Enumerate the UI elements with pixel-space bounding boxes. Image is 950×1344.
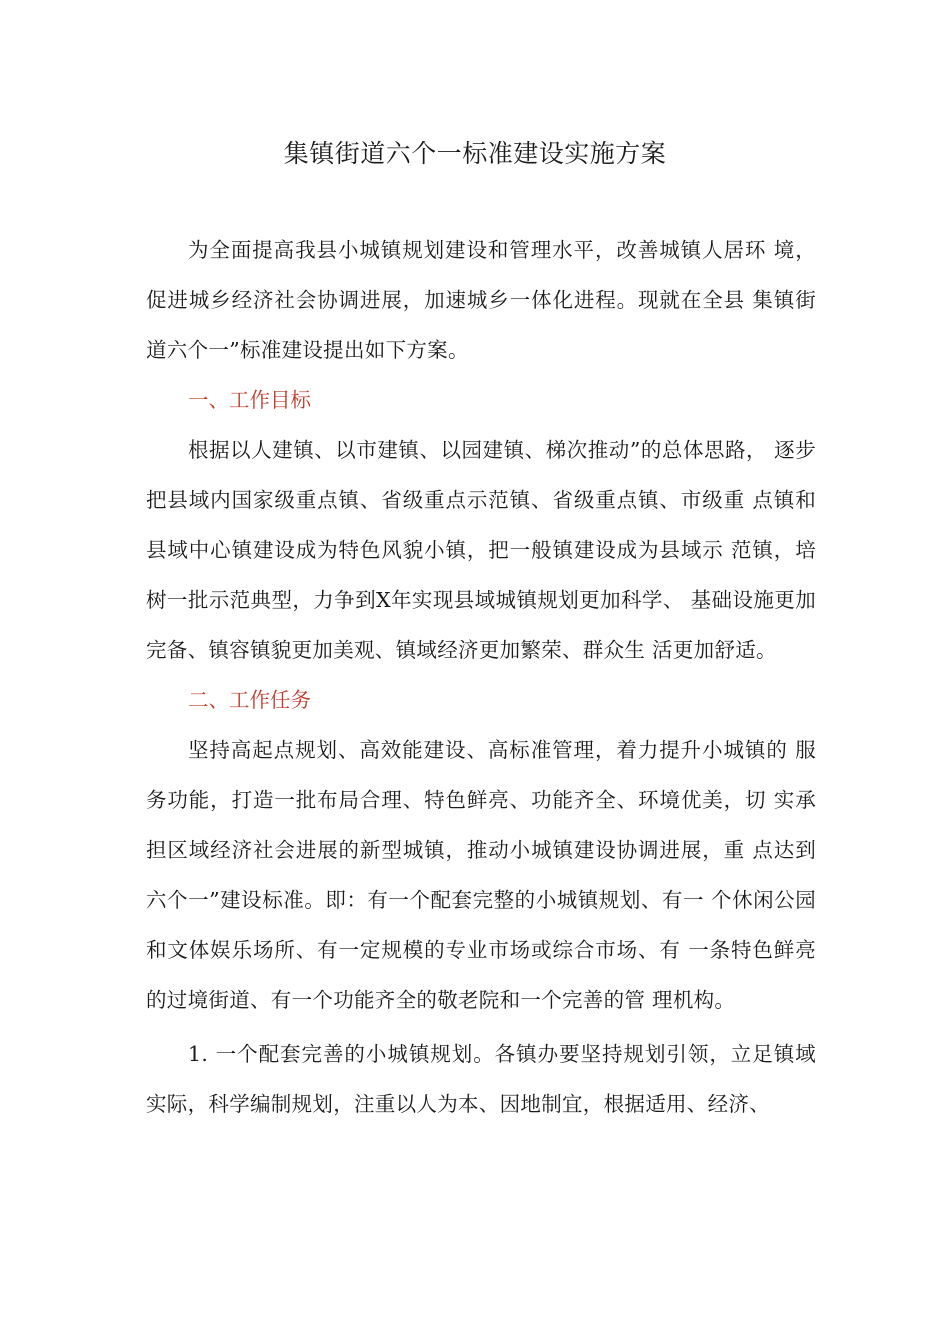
tasks-paragraph: 坚持高起点规划、高效能建设、高标准管理，着力提升小城镇的 服务功能，打造一批布局合理、特色鲜亮、功能齐全、环境优美，切 实承担区域经济社会进展的新型城镇，推动小城镇建设协调进展，重 点达到六个一”建设标准。即：有一个配套完整的小城镇规划、有一 个休闲公园和文体娱乐场所、有一定规模的专业市场或综合市场、有 一条特色鲜亮的过境街道、有一个功能齐全的敬老院和一个完善的管 理机构。 [146, 738, 816, 1012]
section-heading-tasks: 二、工作任务 [188, 688, 311, 712]
goals-paragraph: 根据以人建镇、以市建镇、以园建镇、梯次推动”的总体思路， 逐步把县域内国家级重点镇、省级重点示范镇、省级重点镇、市级重 点镇和县域中心镇建设成为特色风貌小镇，把一般镇建设成为县域示 范镇，培树一批示范典型，力争到X年实现县域城镇规划更加科学、 基础设施更加完备、镇容镇貌更加美观、镇域经济更加繁荣、群众生 活更加舒适。 [146, 438, 816, 662]
document-body [146, 225, 816, 1129]
task-item-1: 1. 一个配套完善的小城镇规划。各镇办要坚持规划引领，立足镇域实际，科学编制规划，注重以人为本、因地制宜，根据适用、经济、 [146, 1042, 816, 1116]
section-heading-goals: 一、工作目标 [188, 388, 311, 412]
intro-paragraph: 为全面提高我县小城镇规划建设和管理水平，改善城镇人居环 境，促进城乡经济社会协调进展，加速城乡一体化进程。现就在全县 集镇街道六个一”标准建设提出如下方案。 [146, 238, 816, 362]
document-title: 集镇街道六个一标准建设实施方案 [283, 139, 667, 168]
